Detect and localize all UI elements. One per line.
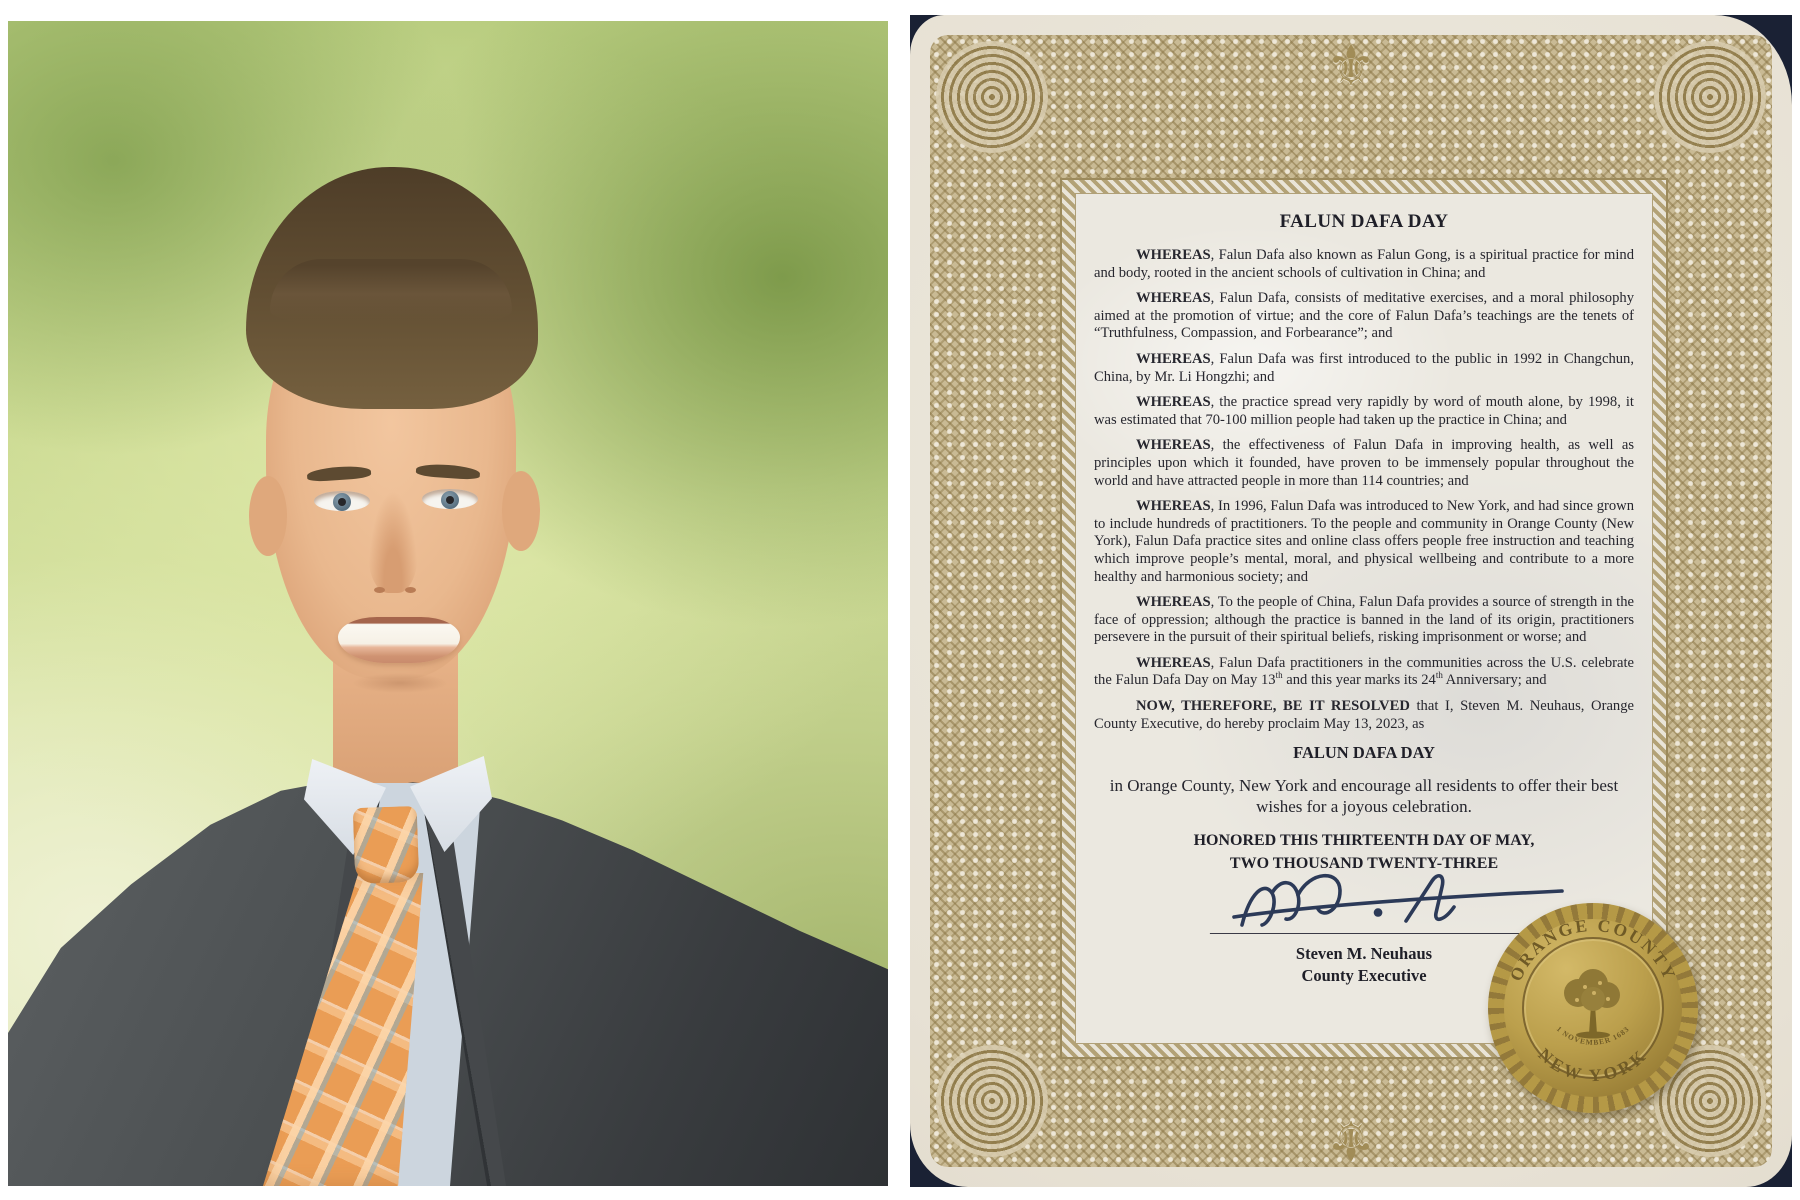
whereas-paragraph — [1094, 351, 1634, 386]
proclamation-document — [910, 15, 1792, 1187]
ordinal-superscript: th — [1275, 670, 1283, 681]
fleur-de-lis-icon: ⚜ — [1325, 1107, 1377, 1172]
closing-statement: in Orange County, New York and encourage all residents to offer their best wishes for a joyous celebration. — [1109, 776, 1619, 817]
orange-county-gold-seal — [1488, 903, 1698, 1113]
seal-arc-top-text: ORANGE COUNTY — [1505, 914, 1681, 985]
portrait-iris-left — [333, 493, 351, 511]
portrait-eye-left — [314, 491, 370, 511]
border-scroll-top-left — [936, 41, 1048, 153]
whereas-text: , Falun Dafa was first introduced to the public in 1992 in Changchun, China, by Mr. Li Hongzhi; and — [1094, 350, 1634, 385]
portrait-nostril-right — [405, 587, 416, 593]
whereas-text: , the practice spread very rapidly by word of mouth alone, by 1998, it was estimated that 70-100 million people had taken up the practice in China; and — [1094, 394, 1634, 428]
honored-line-2: TWO THOUSAND TWENTY-THREE — [1229, 855, 1499, 873]
honored-line-1: HONORED THIS THIRTEENTH DAY OF MAY, — [1193, 832, 1535, 850]
whereas-lead: WHEREAS — [1136, 247, 1211, 263]
whereas-paragraph — [1094, 394, 1634, 429]
portrait-smile — [338, 617, 460, 663]
seal-founding-date-text: 1 NOVEMBER 1683 — [1554, 1024, 1632, 1047]
seal-tree — [1564, 969, 1620, 1039]
whereas-lead: WHEREAS — [1136, 290, 1211, 307]
portrait-iris-right — [441, 491, 459, 509]
whereas-paragraph — [1094, 498, 1634, 586]
whereas-lead: WHEREAS — [1136, 437, 1211, 454]
portrait-nostril-left — [374, 587, 385, 593]
whereas-lead: WHEREAS — [1136, 394, 1211, 411]
portrait-hairline — [270, 259, 512, 323]
whereas-paragraph — [1094, 594, 1634, 647]
whereas-text: , To the people of China, Falun Dafa provides a source of strength in the face of oppression; although the practice is banned in the land of its origin, practitioners persevere in the pursuit of their spiritual beliefs, risking imprisonment or worse; and — [1094, 594, 1634, 646]
ordinal-superscript: th — [1435, 670, 1443, 681]
whereas-text: and this year marks its 24 — [1282, 672, 1436, 689]
signatory-name: Steven M. Neuhaus — [1295, 944, 1433, 964]
resolved-paragraph — [1094, 698, 1634, 733]
border-scroll-bottom-left — [936, 1045, 1048, 1157]
proclaimed-day-title: FALUN DAFA DAY — [1293, 743, 1435, 763]
seal-emblem — [1488, 903, 1698, 1113]
portrait-pupil-left — [338, 498, 346, 506]
whereas-text: , Falun Dafa practitioners in the communities across the U.S. celebrate the Falun Dafa Day on May 13 — [1094, 654, 1634, 689]
portrait-ear-left — [249, 476, 287, 556]
whereas-lead: WHEREAS — [1136, 350, 1211, 367]
whereas-text: , In 1996, Falun Dafa was introduced to New York, and had since grown to include hundreds of practitioners. To the people and community in Orange County (New York), Falun Dafa practice sites and online class offers people free instruction and teaching which improve people’s mental, moral, and physical wellbeing and contribute to a more healthy and harmonious society; and — [1094, 498, 1634, 585]
whereas-paragraph-anniversary — [1094, 655, 1634, 690]
whereas-paragraph — [1094, 437, 1634, 490]
portrait-chin-shadow — [352, 673, 448, 693]
border-scroll-top-right — [1654, 41, 1766, 153]
parchment-paper — [910, 15, 1792, 1187]
signatory-title: County Executive — [1301, 966, 1427, 986]
whereas-paragraph — [1094, 247, 1634, 282]
portrait-eye-right — [422, 489, 478, 509]
whereas-text: , the effectiveness of Falun Dafa in improving health, as well as principles upon which it founded, have proven to be immensely popular throughout the world and have attracted people in more than 114 countries; and — [1094, 437, 1634, 489]
whereas-text: , Falun Dafa also known as Falun Gong, is a spiritual practice for mind and body, rooted in the ancient schools of cultivation in China; and — [1094, 247, 1634, 281]
seal-arc-bottom-text: NEW YORK — [1534, 1044, 1652, 1086]
svg-text:NEW YORK — [1535, 1044, 1652, 1085]
portrait-tie-knot — [353, 806, 420, 884]
whereas-paragraph — [1094, 290, 1634, 343]
whereas-lead: WHEREAS — [1136, 654, 1211, 671]
fleur-de-lis-icon: ⚜ — [1325, 34, 1377, 99]
proclamation-title: FALUN DAFA DAY — [1279, 211, 1449, 232]
portrait-ear-right — [502, 471, 540, 551]
portrait-nose — [368, 491, 418, 593]
resolved-text: that I, Steven M. Neuhaus, Orange County Executive, do hereby proclaim May 13, 2023, as — [1094, 698, 1635, 732]
portrait-pupil-right — [446, 496, 454, 504]
portrait-photo — [8, 21, 888, 1186]
whereas-lead: WHEREAS — [1136, 498, 1211, 515]
resolved-lead: NOW, THEREFORE, BE IT RESOLVED — [1136, 698, 1410, 715]
whereas-text: Anniversary; and — [1442, 672, 1547, 689]
whereas-text: , Falun Dafa, consists of meditative exercises, and a moral philosophy aimed at the promotion of virtue; and the core of Falun Dafa’s teachings are the tenets of “Truthfulness, Compassion, and Forbearance”; and — [1094, 290, 1634, 342]
whereas-lead: WHEREAS — [1136, 594, 1211, 611]
